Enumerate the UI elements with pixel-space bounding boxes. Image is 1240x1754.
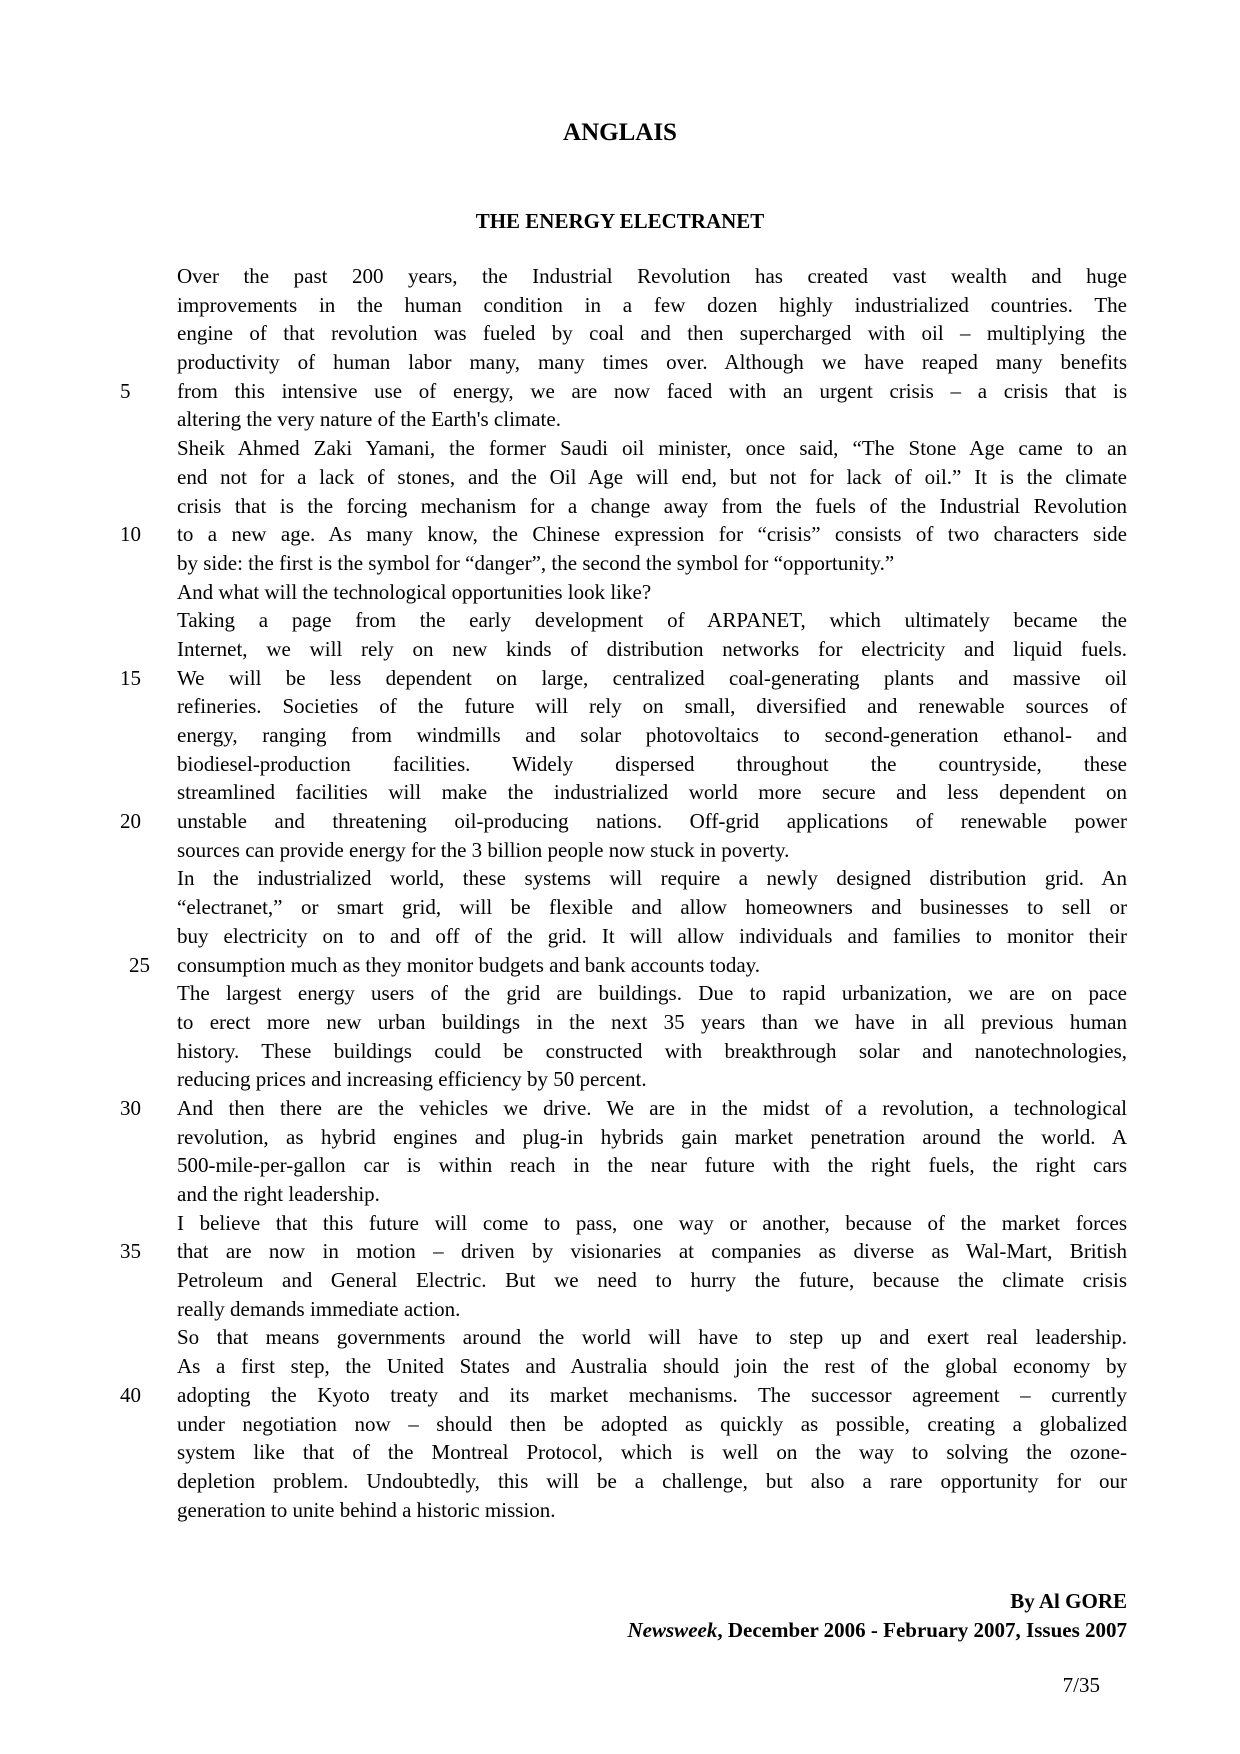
text-line — [177, 319, 1127, 348]
line-text: We will be less dependent on large, centralized coal-generating plants and massive oil — [177, 665, 1127, 690]
text-line — [177, 692, 1127, 721]
text-line — [177, 750, 1127, 779]
text-line — [177, 549, 1127, 578]
line-text: altering the very nature of the Earth's climate. — [177, 407, 561, 432]
line-text: Sheik Ahmed Zaki Yamani, the former Saudi oil minister, once said, “The Stone Age came to an — [177, 436, 1127, 461]
text-line — [177, 1295, 1127, 1324]
article-title: THE ENERGY ELECTRANET — [475, 209, 765, 233]
page-number: 7/35 — [1062, 1673, 1100, 1697]
text-line — [177, 1037, 1127, 1066]
line-text: sources can provide energy for the 3 billion people now stuck in poverty. — [177, 837, 790, 862]
line-text: Taking a page from the early development of ARPANET, which ultimately became the — [177, 608, 1127, 633]
text-line — [177, 291, 1127, 320]
page-header: ANGLAIS — [563, 119, 677, 146]
line-text: streamlined facilities will make the industrialized world more secure and less dependent on — [177, 780, 1127, 805]
article-body — [120, 262, 1127, 1524]
line-text: I believe that this future will come to pass, one way or another, because of the market forces — [177, 1210, 1127, 1235]
text-line — [177, 864, 1127, 893]
line-text: refineries. Societies of the future will rely on small, diversified and renewable sources of — [177, 694, 1127, 719]
text-line — [120, 664, 1127, 693]
line-text: improvements in the human condition in a few dozen highly industrialized countries. The — [177, 292, 1127, 317]
text-line — [177, 1352, 1127, 1381]
line-text: biodiesel-production facilities. Widely dispersed throughout the countryside, these — [177, 751, 1127, 776]
line-text: energy, ranging from windmills and solar photovoltaics to second-generation ethanol- and — [177, 723, 1127, 747]
text-line — [177, 1266, 1127, 1295]
line-text: engine of that revolution was fueled by coal and then supercharged with oil – multiplying the — [177, 321, 1127, 346]
text-line — [177, 1008, 1127, 1037]
text-line — [120, 520, 1127, 549]
line-text: system like that of the Montreal Protocol, which is well on the way to solving the ozone- — [177, 1440, 1127, 1465]
text-line — [177, 434, 1127, 463]
line-text: to erect more new urban buildings in the next 35 years than we have in all previous human — [177, 1009, 1127, 1034]
line-number: 15 — [120, 665, 141, 690]
line-number: 25 — [129, 952, 150, 977]
line-text: adopting the Kyoto treaty and its market mechanisms. The successor agreement – currently — [177, 1382, 1127, 1407]
line-number: 10 — [120, 522, 141, 547]
line-text: crisis that is the forcing mechanism for a change away from the fuels of the Industrial Revolution — [177, 493, 1127, 518]
line-text: under negotiation now – should then be adopted as quickly as possible, creating a globalized — [177, 1411, 1127, 1436]
line-text: In the industrialized world, these systems will require a newly designed distribution grid. An — [177, 866, 1127, 891]
text-line — [177, 405, 1127, 434]
line-number: 30 — [120, 1095, 141, 1120]
line-text: So that means governments around the world will have to step up and exert real leadership. — [177, 1325, 1127, 1350]
source-details: , December 2006 - February 2007, Issues 2007 — [717, 1618, 1127, 1642]
line-text: And what will the technological opportunities look like? — [177, 579, 652, 604]
line-number: 35 — [120, 1239, 141, 1264]
line-text: The largest energy users of the grid are buildings. Due to rapid urbanization, we are on pace — [177, 981, 1127, 1006]
text-line — [177, 1065, 1127, 1094]
line-number: 20 — [120, 809, 141, 834]
text-line — [177, 606, 1127, 635]
text-line — [120, 1381, 1127, 1410]
text-line — [177, 348, 1127, 377]
line-text: from this intensive use of energy, we are now faced with an urgent crisis – a crisis that is — [177, 378, 1127, 403]
line-text: revolution, as hybrid engines and plug-in hybrids gain market penetration around the world. A — [177, 1124, 1127, 1149]
line-text: 500-mile-per-gallon car is within reach in the near future with the right fuels, the right cars — [177, 1153, 1127, 1178]
line-text: end not for a lack of stones, and the Oil Age will end, but not for lack of oil.” It is the climate — [177, 464, 1127, 489]
text-line — [177, 492, 1127, 521]
line-text: history. These buildings could be constructed with breakthrough solar and nanotechnologies, — [177, 1038, 1127, 1063]
text-line — [177, 893, 1127, 922]
line-text: that are now in motion – driven by visionaries at companies as diverse as Wal-Mart, British — [177, 1239, 1127, 1264]
text-line — [120, 1094, 1127, 1123]
text-line — [177, 836, 1127, 865]
text-line — [177, 922, 1127, 951]
text-line — [177, 1438, 1127, 1467]
line-text: Petroleum and General Electric. But we need to hurry the future, because the climate crisis — [177, 1268, 1127, 1293]
text-line — [177, 721, 1127, 750]
text-line — [177, 463, 1127, 492]
source-publication: Newsweek — [627, 1618, 718, 1642]
text-line — [177, 1496, 1127, 1525]
line-number: 40 — [120, 1382, 141, 1407]
text-line — [177, 1410, 1127, 1439]
line-text: really demands immediate action. — [177, 1296, 461, 1321]
text-line — [177, 1209, 1127, 1238]
text-line — [177, 979, 1127, 1008]
text-line — [177, 778, 1127, 807]
line-text: Internet, we will rely on new kinds of distribution networks for electricity and liquid fuels. — [177, 636, 1127, 661]
line-text: to a new age. As many know, the Chinese expression for “crisis” consists of two characters side — [177, 522, 1127, 547]
line-text: And then there are the vehicles we drive. We are in the midst of a revolution, a technological — [177, 1095, 1127, 1120]
text-line — [177, 1123, 1127, 1152]
text-line — [177, 1180, 1127, 1209]
line-text: Over the past 200 years, the Industrial Revolution has created vast wealth and huge — [177, 264, 1127, 288]
line-text: depletion problem. Undoubtedly, this will be a challenge, but also a rare opportunity for our — [177, 1468, 1127, 1493]
text-line — [177, 262, 1127, 291]
text-line — [177, 1467, 1127, 1496]
text-line — [177, 1323, 1127, 1352]
line-number: 5 — [120, 378, 131, 403]
text-line — [120, 807, 1127, 836]
line-text: consumption much as they monitor budgets and bank accounts today. — [177, 952, 761, 977]
text-line — [120, 1237, 1127, 1266]
line-text: unstable and threatening oil-producing nations. Off-grid applications of renewable power — [177, 809, 1127, 834]
line-text: by side: the first is the symbol for “danger”, the second the symbol for “opportunity.” — [177, 550, 895, 575]
text-line — [177, 1151, 1127, 1180]
text-line — [120, 377, 1127, 406]
text-line — [177, 635, 1127, 664]
text-line — [129, 951, 1127, 980]
line-text: generation to unite behind a historic mission. — [177, 1497, 556, 1522]
line-text: reducing prices and increasing efficiency by 50 percent. — [177, 1067, 647, 1092]
line-text: buy electricity on to and off of the grid. It will allow individuals and families to monitor their — [177, 923, 1127, 948]
line-text: “electranet,” or smart grid, will be flexible and allow homeowners and businesses to sell or — [177, 895, 1127, 920]
line-text: As a first step, the United States and Australia should join the rest of the global economy by — [177, 1354, 1127, 1379]
text-line — [177, 578, 1127, 607]
source-citation — [300, 1616, 1127, 1645]
byline-author: By Al GORE — [1010, 1589, 1127, 1613]
line-text: and the right leadership. — [177, 1182, 380, 1206]
line-text: productivity of human labor many, many times over. Although we have reaped many benefits — [177, 350, 1127, 375]
